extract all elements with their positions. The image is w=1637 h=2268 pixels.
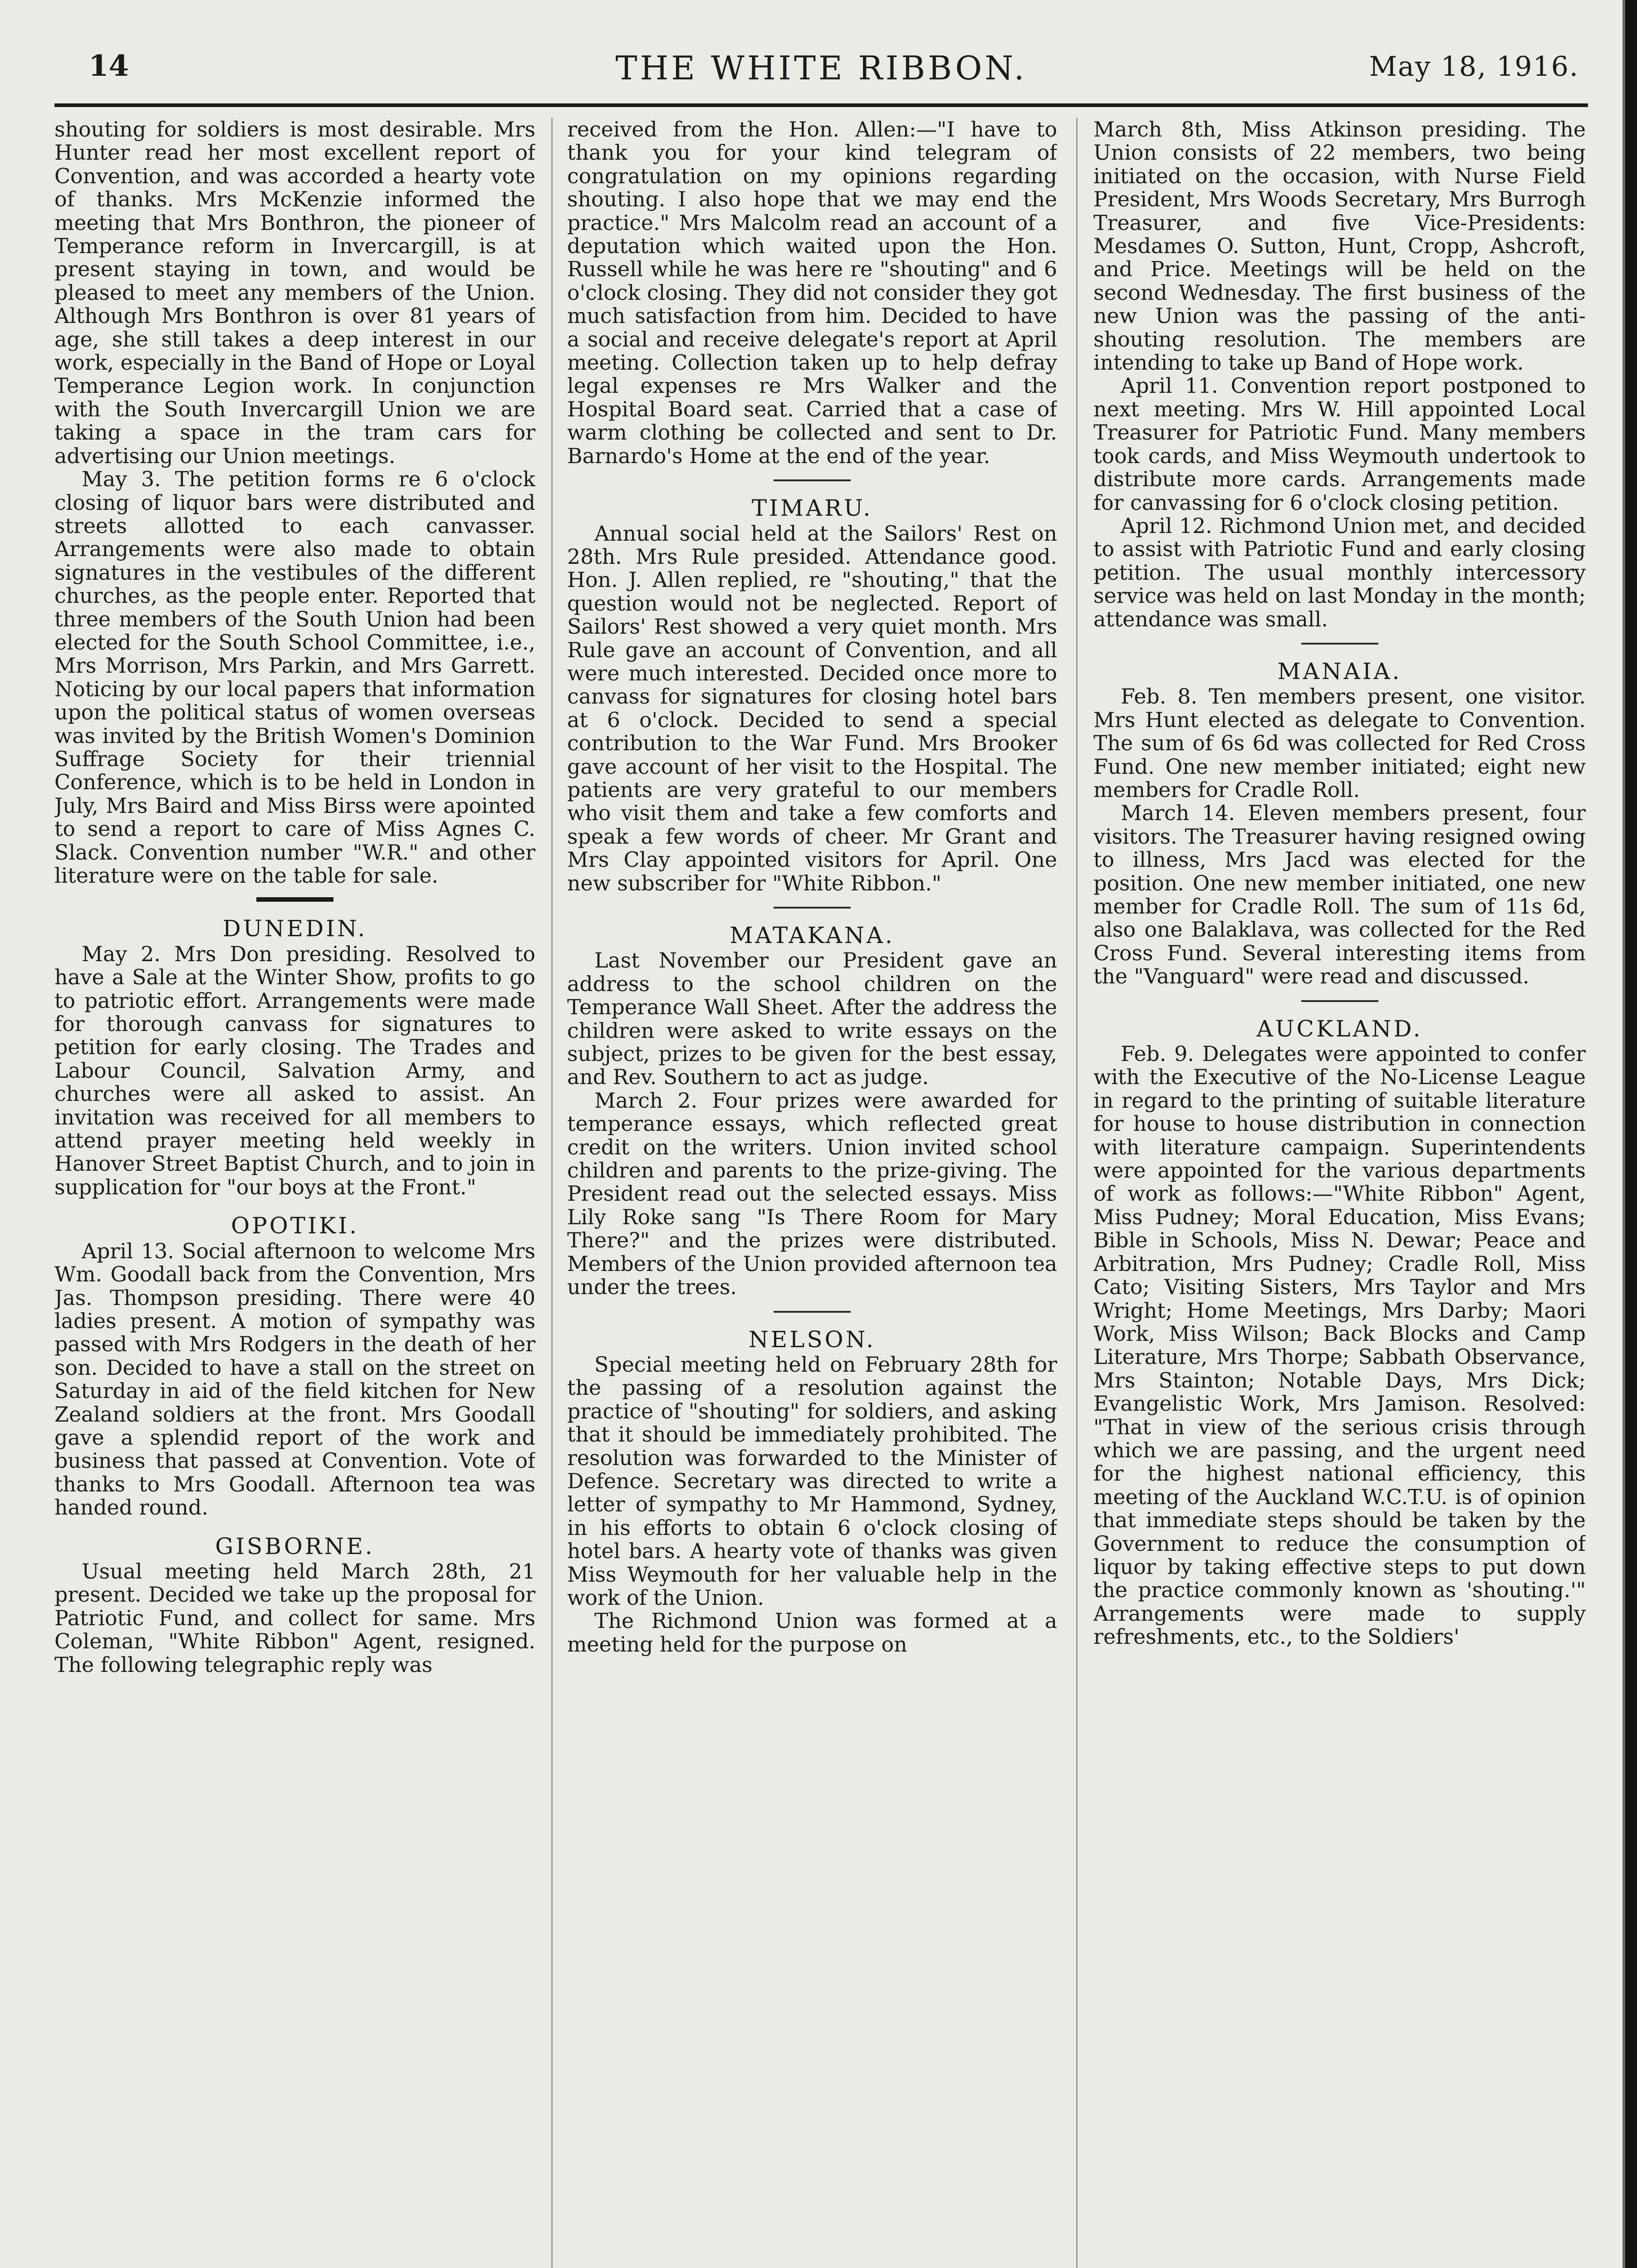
section-title-timaru: TIMARU.: [751, 495, 873, 522]
column-divider: [551, 118, 553, 2268]
issue-date: May 18, 1916.: [1369, 51, 1579, 83]
section-divider: [256, 897, 333, 902]
section-title-auckland: AUCKLAND.: [1256, 1015, 1423, 1042]
section-divider: [1301, 1000, 1378, 1002]
section-divider: [774, 907, 851, 909]
section-title-opotiki: OPOTIKI.: [231, 1212, 359, 1239]
section-divider: [774, 1311, 851, 1313]
article-paragraph: shouting for soldiers is most desirable. Mrs Hunter read her most excellent report of Convention, and was accorded a hearty vote of thanks. Mrs McKenzie informed the meeting that Mrs Bonthron, the pioneer of Temperance reform in Invercargill, is at present staying in town, and would be pleased to meet any members of the Union. Although Mrs Bonthron is over 81 years of age, she still takes a deep interest in our work, especially in the Band of Hope or Loyal Temperance Legion work. In conjunction with the South Invercargill Union we are taking a space in the tram cars for advertising our Union meetings.: [54, 118, 535, 468]
scan-edge: [1625, 0, 1637, 2268]
article-paragraph: received from the Hon. Allen:—"I have to thank you for your kind telegram of congratulation on my opinions regarding shouting. I also hope that we may end the practice." Mrs Malcolm read an account of a deputation which waited upon the Hon. Russell while he was here re "shouting" and 6 o'clock closing. They did not consider they got much satisfaction from him. Decided to have a social and receive delegate's report at April meeting. Collection taken up to help defray legal expenses re Mrs Walker and the Hospital Board seat. Carried that a case of warm clothing be collected and sent to Dr. Barnardo's Home at the end of the year.: [567, 118, 1057, 468]
header-rule: [54, 103, 1588, 107]
column-2: [567, 118, 1057, 2214]
article-paragraph: April 13. Social afternoon to welcome Mrs Wm. Goodall back from the Convention, Mrs Jas. Thompson presiding. There were 40 ladies present. A motion of sympathy was passed with Mrs Rodgers in the death of her son. Decided to have a stall on the street on Saturday in aid of the field kitchen for New Zealand soldiers at the front. Mrs Goodall gave a splendid report of the work and business that passed at Convention. Vote of thanks to Mrs Goodall. Afternoon tea was handed round.: [54, 1238, 535, 1520]
article-paragraph: Usual meeting held March 28th, 21 present. Decided we take up the proposal for Patriotic Fund, and collect for same. Mrs Coleman, "White Ribbon" Agent, resigned. The following telegraphic reply was: [54, 1559, 535, 1677]
article-paragraph: May 3. The petition forms re 6 o'clock closing of liquor bars were distributed and streets allotted to each canvasser. Arrangements were also made to obtain signatures in the vestibules of the different churches, as the people enter. Reported that three members of the South Union had been elected for the South School Committee, i.e., Mrs Morrison, Mrs Parkin, and Mrs Garrett. Noticing by our local papers that information upon the political status of women overseas was invited by the British Women's Dominion Suffrage Society for their triennial Conference, which is to be held in London in July, Mrs Baird and Miss Birss were apointed to send a report to care of Miss Agnes C. Slack. Convention number "W.R." and other literature were on the table for sale.: [54, 467, 535, 888]
section-title-dunedin: DUNEDIN.: [222, 915, 368, 942]
article-paragraph: Special meeting held on February 28th for the passing of a resolution against the practice of "shouting" for soldiers, and asking that it should be immediately prohibited. The resolution was forwarded to the Minister of Defence. Secretary was directed to write a letter of sympathy to Mr Hammond, Sydney, in his efforts to obtain 6 o'clock closing of hotel bars. A hearty vote of thanks was given Miss Weymouth for her valuable help in the work of the Union.: [567, 1352, 1057, 1610]
article-paragraph: March 14. Eleven members present, four visitors. The Treasurer having resigned owing to illness, Mrs Jacd was elected for the position. One new member initiated, one new member for Cradle Roll. The sum of 11s 6d, also one Balaklava, was collected for the Red Cross Fund. Several interesting items from the "Vanguard" were read and discussed.: [1093, 801, 1586, 989]
article-paragraph: Feb. 8. Ten members present, one visitor. Mrs Hunt elected as delegate to Convention. The sum of 6s 6d was collected for Red Cross Fund. One new member initiated; eight new members for Cradle Roll.: [1093, 684, 1586, 802]
article-paragraph: April 11. Convention report postponed to next meeting. Mrs W. Hill appointed Local Treasurer for Patriotic Fund. Many members took cards, and Miss Weymouth undertook to distribute more cards. Arrangements made for canvassing for 6 o'clock closing petition.: [1093, 373, 1586, 515]
publication-title: THE WHITE RIBBON.: [615, 49, 1027, 87]
section-divider: [774, 479, 851, 481]
column-3: [1093, 118, 1586, 2214]
column-1: [54, 118, 535, 2214]
section-title-manaia: MANAIA.: [1277, 658, 1402, 684]
article-paragraph: March 8th, Miss Atkinson presiding. The Union consists of 22 members, two being initiated on the occasion, with Nurse Field President, Mrs Woods Secretary, Mrs Burrogh Treasurer, and five Vice-Presidents: Mesdames O. Sutton, Hunt, Cropp, Ashcroft, and Price. Meetings will be held on the second Wednesday. The first business of the new Union was the passing of the anti-shouting resolution. The members are intending to take up Band of Hope work.: [1093, 118, 1586, 375]
article-paragraph: March 2. Four prizes were awarded for temperance essays, which reflected great credit on the writers. Union invited school children and parents to the prize-giving. The President read out the selected essays. Miss Lily Roke sang "Is There Room for Mary There?" and the prizes were distributed. Members of the Union provided afternoon tea under the trees.: [567, 1088, 1057, 1300]
article-paragraph: April 12. Richmond Union met, and decided to assist with Patriotic Fund and early closing petition. The usual monthly intercessory service was held on last Monday in the month; attendance was small.: [1093, 513, 1586, 631]
section-title-gisborne: GISBORNE.: [215, 1533, 375, 1559]
column-divider: [1076, 118, 1078, 2268]
section-divider: [1301, 643, 1378, 645]
page-header: [54, 27, 1588, 95]
article-paragraph: The Richmond Union was formed at a meeting held for the purpose on: [567, 1608, 1057, 1657]
section-title-matakana: MATAKANA.: [730, 922, 895, 948]
page-number: 14: [88, 49, 129, 83]
article-paragraph: May 2. Mrs Don presiding. Resolved to have a Sale at the Winter Show, profits to go to patriotic effort. Arrangements were made for thorough canvass for signatures to petition for early closing. The Trades and Labour Council, Salvation Army, and churches were all asked to assist. An invitation was received for all members to attend prayer meeting held weekly in Hanover Street Baptist Church, and to join in supplication for "our boys at the Front.": [54, 941, 535, 1199]
article-paragraph: Annual social held at the Sailors' Rest on 28th. Mrs Rule presided. Attendance good. Hon. J. Allen replied, re "shouting," that the question would not be neglected. Report of Sailors' Rest showed a very quiet month. Mrs Rule gave an account of Convention, and all were much interested. Decided once more to canvass for signatures for closing hotel bars at 6 o'clock. Decided to send a special contribution to the War Fund. Mrs Brooker gave account of her visit to the Hospital. The patients are very grateful to our members who visit them and take a few comforts and speak a few words of cheer. Mr Grant and Mrs Clay appointed visitors for April. One new subscriber for "White Ribbon.": [567, 521, 1057, 895]
article-paragraph: Last November our President gave an address to the school children on the Temperance Wall Sheet. After the address the children were asked to write essays on the subject, prizes to be given for the best essay, and Rev. Southern to act as judge.: [567, 948, 1057, 1090]
article-paragraph: Feb. 9. Delegates were appointed to confer with the Executive of the No-License League in regard to the printing of suitable literature for house to house distribution in connection with literature campaign. Superintendents were appointed for the various departments of work as follows:—"White Ribbon" Agent, Miss Pudney; Moral Education, Miss Evans; Bible in Schools, Miss N. Dewar; Peace and Arbitration, Mrs Pudney; Cradle Roll, Miss Cato; Visiting Sisters, Mrs Taylor and Mrs Wright; Home Meetings, Mrs Darby; Maori Work, Miss Wilson; Back Blocks and Camp Literature, Mrs Thorpe; Sabbath Observance, Mrs Stainton; Notable Days, Mrs Dick; Evangelistic Work, Mrs Jamison. Resolved: "That in view of the serious crisis through which we are passing, and the urgent need for the highest national efficiency, this meeting of the Auckland W.C.T.U. is of opinion that immediate steps should be taken by the Government to reduce the consumption of liquor by taking effective steps to put down the practice commonly known as 'shouting.'" Arrangements were made to supply refreshments, etc., to the Soldiers': [1093, 1041, 1586, 1649]
section-title-nelson: NELSON.: [748, 1326, 876, 1353]
